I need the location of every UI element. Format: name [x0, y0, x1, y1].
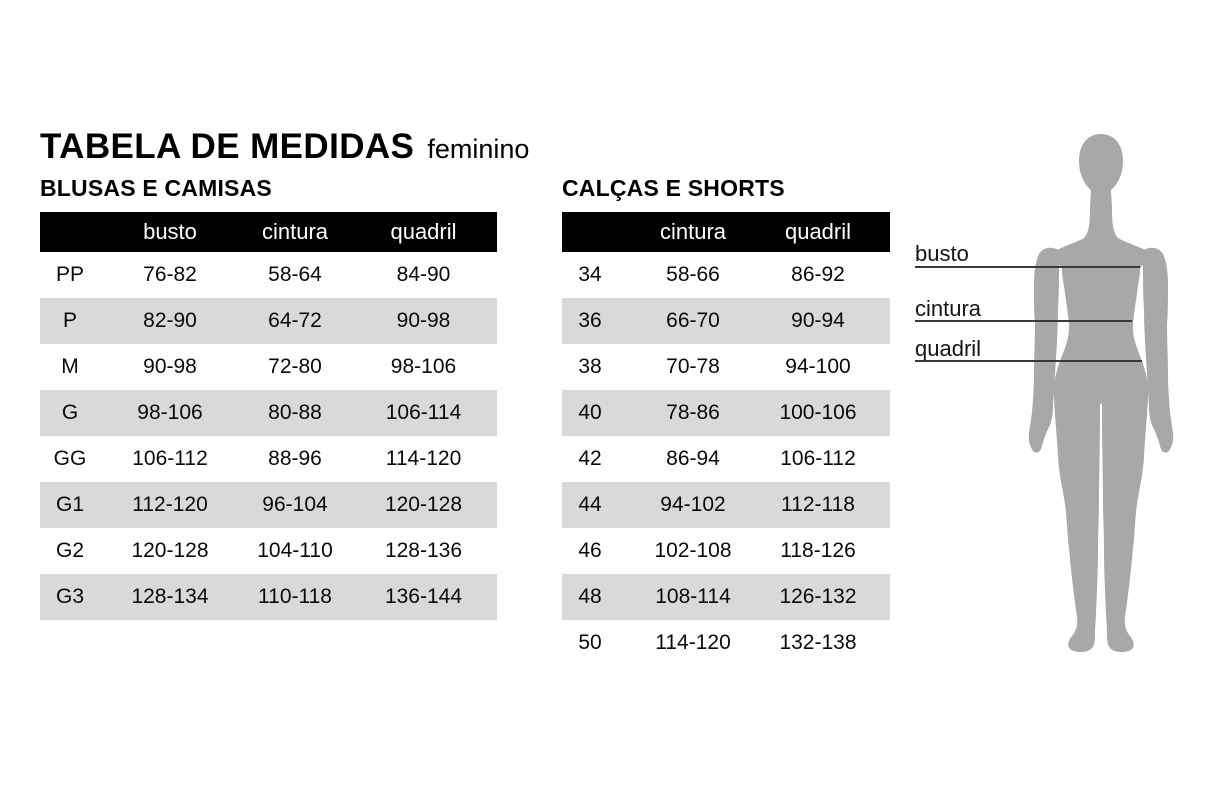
- page-title-qualifier: feminino: [427, 134, 530, 164]
- measurement-value: 106-112: [780, 447, 856, 470]
- measurement-value: 78-86: [666, 401, 720, 424]
- page-title: [40, 129, 529, 165]
- section-title-blusas: BLUSAS E CAMISAS: [40, 175, 272, 201]
- table-row: [40, 574, 497, 620]
- measurement-value: 106-114: [385, 401, 462, 424]
- measurement-value: 66-70: [666, 309, 720, 332]
- measurement-value: 98-106: [390, 355, 457, 378]
- measurement-value: 72-80: [268, 355, 322, 378]
- measurement-value: 58-64: [268, 263, 322, 286]
- table-row: [562, 528, 890, 574]
- column-header-quadril: quadril: [390, 219, 457, 244]
- measurement-value: 108-114: [655, 585, 731, 608]
- busto-measure-label: busto: [915, 241, 969, 266]
- size-label: M: [61, 355, 79, 378]
- size-label: 34: [578, 263, 602, 286]
- table-row: [562, 298, 890, 344]
- silhouette-torso-shape: [1041, 134, 1161, 652]
- cintura-measure-label: cintura: [915, 296, 982, 321]
- measurement-value: 136-144: [384, 585, 463, 608]
- table-row: [562, 482, 890, 528]
- measurement-value: 86-92: [791, 263, 845, 286]
- busto-measure-line: [915, 266, 1140, 268]
- table-row: [40, 436, 497, 482]
- table-row: [562, 390, 890, 436]
- measurement-value: 120-128: [131, 539, 209, 562]
- measurement-value: 94-102: [660, 493, 726, 516]
- size-label: G2: [55, 539, 84, 562]
- measurement-value: 106-112: [132, 447, 208, 470]
- measurement-value: 120-128: [384, 493, 463, 516]
- measurement-value: 126-132: [779, 585, 857, 608]
- measurement-value: 102-108: [654, 539, 732, 562]
- measurement-value: 96-104: [262, 493, 328, 516]
- table-row: [40, 298, 497, 344]
- table-row: [40, 528, 497, 574]
- measurement-value: 132-138: [779, 631, 857, 654]
- measurement-value: 70-78: [666, 355, 720, 378]
- size-label: 44: [578, 493, 602, 516]
- size-label: GG: [53, 447, 87, 470]
- table-row: [562, 436, 890, 482]
- column-header-busto: busto: [143, 219, 197, 244]
- measurement-value: 100-106: [779, 401, 857, 424]
- size-label: 38: [578, 355, 602, 378]
- measurement-value: 112-120: [132, 493, 208, 516]
- measurement-value: 90-94: [791, 309, 845, 332]
- measurement-value: 82-90: [143, 309, 197, 332]
- size-label: 40: [578, 401, 602, 424]
- measurement-value: 104-110: [257, 539, 333, 562]
- measurement-value: 98-106: [137, 401, 203, 424]
- measurement-value: 128-136: [384, 539, 463, 562]
- measurement-value: 118-126: [780, 539, 856, 562]
- column-header-quadril: quadril: [784, 219, 852, 244]
- size-label: G3: [55, 585, 84, 608]
- size-label: 42: [578, 447, 602, 470]
- measurement-value: 90-98: [396, 309, 451, 332]
- measurement-value: 128-134: [131, 585, 209, 608]
- size-label: G1: [55, 493, 84, 516]
- size-label: 46: [578, 539, 602, 562]
- table-row: [40, 390, 497, 436]
- size-label: 48: [578, 585, 602, 608]
- table-row: [562, 252, 890, 298]
- section-title-calcas: CALÇAS E SHORTS: [562, 175, 785, 201]
- column-header-cintura: cintura: [261, 219, 329, 244]
- measurement-value: 90-98: [143, 355, 197, 378]
- quadril-measure-label: quadril: [915, 336, 982, 361]
- size-label: 36: [578, 309, 602, 332]
- table-row: [562, 574, 890, 620]
- size-label: G: [61, 401, 79, 424]
- measurement-value: 94-100: [785, 355, 851, 378]
- measurement-value: 110-118: [258, 585, 332, 608]
- table-header-row: [562, 212, 890, 252]
- table-row: [40, 482, 497, 528]
- female-body-silhouette: [1026, 128, 1176, 660]
- measurement-value: 112-118: [781, 493, 855, 516]
- table-blusas-e-camisas: [40, 212, 497, 620]
- size-label: P: [62, 309, 77, 332]
- measurement-value: 114-120: [655, 631, 731, 654]
- size-label: 50: [578, 631, 602, 654]
- table-row: [40, 252, 497, 298]
- measurement-value: 84-90: [396, 263, 451, 286]
- table-row: [562, 620, 890, 666]
- measurement-value: 114-120: [385, 447, 462, 470]
- measurement-value: 76-82: [143, 263, 197, 286]
- measurement-value: 80-88: [268, 401, 322, 424]
- table-calcas-e-shorts: [562, 212, 890, 666]
- column-header-cintura: cintura: [659, 219, 727, 244]
- size-label: PP: [55, 263, 84, 286]
- measurement-value: 88-96: [268, 447, 322, 470]
- measurement-value: 86-94: [666, 447, 720, 470]
- measurement-value: 58-66: [666, 263, 720, 286]
- measurement-value: 64-72: [268, 309, 322, 332]
- table-header-row: [40, 212, 497, 252]
- table-row: [562, 344, 890, 390]
- table-row: [40, 344, 497, 390]
- page-title-main: TABELA DE MEDIDAS: [40, 127, 415, 166]
